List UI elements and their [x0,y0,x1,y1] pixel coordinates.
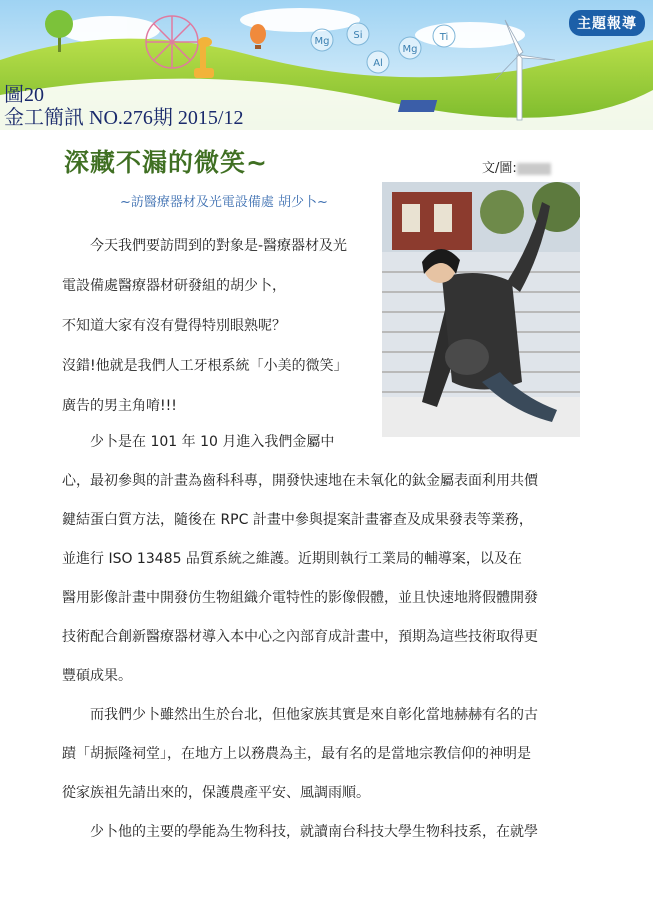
intro-line: 電設備處醫療器材研發組的胡少卜， [62,278,286,294]
body-line: 而我們少卜雖然出生於台北，但他家族其實是來自彰化當地赫赫有名的古 [90,707,538,723]
body-text [62,423,588,852]
solar-panel-icon [398,100,437,112]
section-badge: 主題報導 [569,10,645,36]
byline-prefix: 文/圖: [482,161,517,176]
issue-line: 金工簡訊 NO.276期 2015/12 [4,107,244,129]
element-bubble-label: Al [373,58,383,69]
body-line: 少卜是在 101 年 10 月進入我們金屬中 [90,434,335,450]
article-title: 深藏不漏的微笑~ [64,148,268,177]
body-line: 技術配合創新醫療器材導入本中心之內部育成計畫中，預期為這些技術取得更 [62,629,538,645]
intro-line: 今天我們要訪問到的對象是-醫療器材及光 [90,238,348,254]
figure-caption [4,84,243,130]
element-bubble-label: Si [353,30,363,41]
element-bubble-label: Mg [402,44,418,55]
article-subtitle: ~訪醫療器材及光電設備處 胡少卜~ [120,195,328,210]
intro-line: 沒錯!他就是我們人工牙根系統「小美的微笑」 [62,358,348,374]
intro-line: 不知道大家有沒有覺得特別眼熟呢？ [62,318,286,334]
body-line: 從家族祖先請出來的，保護農產平安、風調雨順。 [62,785,370,801]
portrait-photo [382,182,580,437]
element-bubble-label: Ti [439,32,449,43]
byline [482,157,551,176]
body-line: 蹟「胡振隆祠堂」，在地方上以務農為主，最有名的是當地宗教信仰的神明是 [62,746,531,762]
element-bubble-label: Mg [314,36,330,47]
body-line: 豐碩成果。 [62,668,132,684]
body-line: 少卜他的主要的學能為生物科技，就讀南台科技大學生物科技系，在就學 [90,824,538,840]
figure-label: 圖20 [4,84,44,106]
ferris-wheel-icon [146,16,198,68]
body-line: 鍵結蛋白質方法，隨後在 RPC 計畫中參與提案計畫審查及成果發表等業務， [62,512,533,528]
body-line: 並進行 ISO 13485 品質系統之維護。近期則執行工業局的輔導案，以及在 [62,551,522,567]
body-line: 心，最初參與的計畫為齒科科專，開發快速地在未氧化的鈦金屬表面利用共價 [62,473,538,489]
intro-line: 廣告的男主角唷!!! [62,398,177,414]
redacted-author [517,163,551,175]
body-line: 醫用影像計畫中開發仿生物組織介電特性的影像假體，並且快速地將假體開發 [62,590,538,606]
intro-paragraph [62,226,374,426]
